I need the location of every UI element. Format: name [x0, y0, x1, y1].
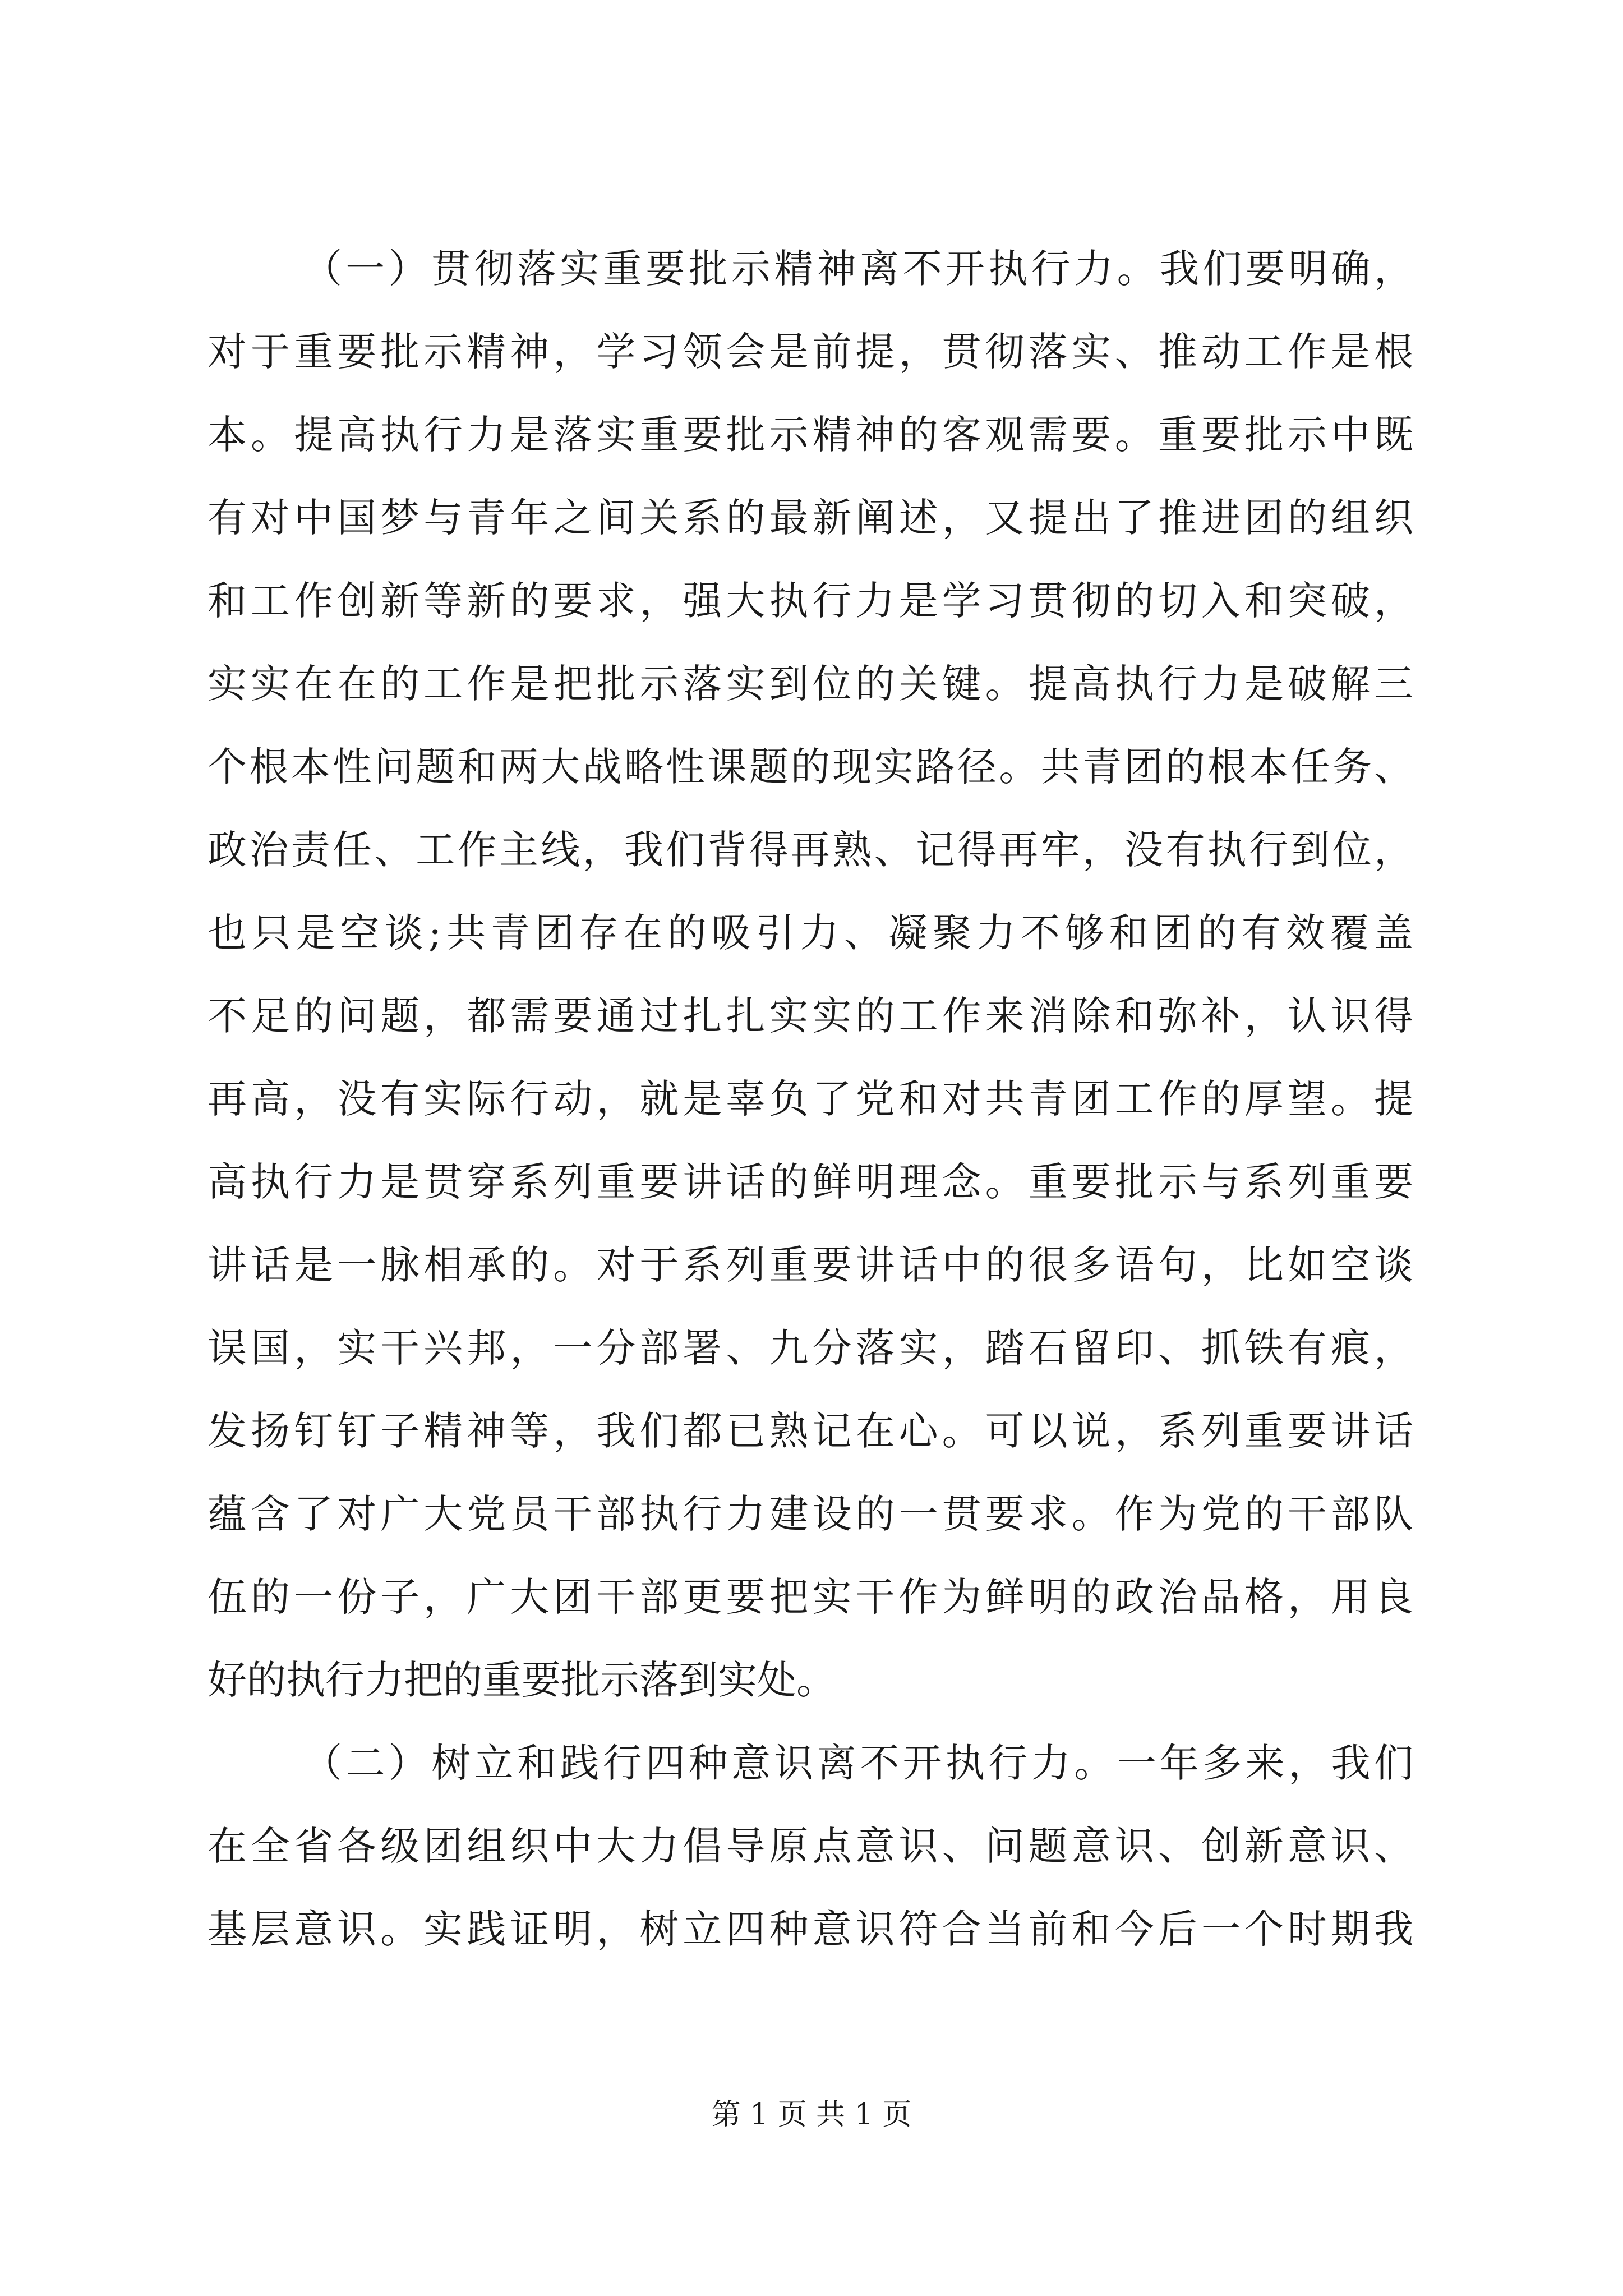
paragraph-1-line-9: 也只是空谈;共青团存在的吸引力、凝聚力不够和团的有效覆盖: [208, 910, 1413, 956]
paragraph-2-line-2: 在全省各级团组织中大力倡导原点意识、问题意识、创新意识、: [208, 1823, 1413, 1869]
page-footer: 第 1 页 共 1 页: [711, 2098, 912, 2132]
paragraph-1-line-14: 误国，实干兴邦，一分部署、九分落实，踏石留印、抓铁有痕，: [208, 1325, 1413, 1371]
paragraph-1-line-12: 高执行力是贯穿系列重要讲话的鲜明理念。重要批示与系列重要: [208, 1159, 1413, 1205]
paragraph-1-line-10: 不足的问题，都需要通过扎扎实实的工作来消除和弥补，认识得: [208, 993, 1413, 1039]
paragraph-1-line-5: 和工作创新等新的要求，强大执行力是学习贯彻的切入和突破，: [208, 578, 1413, 624]
paragraph-1-line-18: 好的执行力把的重要批示落到实处。: [208, 1657, 836, 1703]
paragraph-1-line-8: 政治责任、工作主线，我们背得再熟、记得再牢，没有执行到位，: [208, 827, 1413, 873]
paragraph-1-line-3: 本。提高执行力是落实重要批示精神的客观需要。重要批示中既: [208, 412, 1413, 458]
body-text: [208, 227, 1413, 1971]
paragraph-1-line-11: 再高，没有实际行动，就是辜负了党和对共青团工作的厚望。提: [208, 1076, 1413, 1122]
paragraph-2-line-1: （二）树立和践行四种意识离不开执行力。一年多来，我们: [303, 1740, 1413, 1786]
paragraph-1-line-2: 对于重要批示精神，学习领会是前提，贯彻落实、推动工作是根: [208, 329, 1413, 375]
paragraph-1-line-7: 个根本性问题和两大战略性课题的现实路径。共青团的根本任务、: [208, 744, 1413, 790]
paragraph-1-line-6: 实实在在的工作是把批示落实到位的关键。提高执行力是破解三: [208, 661, 1413, 707]
paragraph-1-line-4: 有对中国梦与青年之间关系的最新阐述，又提出了推进团的组织: [208, 495, 1413, 541]
paragraph-1-line-13: 讲话是一脉相承的。对于系列重要讲话中的很多语句，比如空谈: [208, 1242, 1413, 1288]
paragraph-1-line-1: （一）贯彻落实重要批示精神离不开执行力。我们要明确，: [303, 246, 1413, 292]
paragraph-1-line-15: 发扬钉钉子精神等，我们都已熟记在心。可以说，系列重要讲话: [208, 1408, 1413, 1454]
paragraph-1-line-16: 蕴含了对广大党员干部执行力建设的一贯要求。作为党的干部队: [208, 1491, 1413, 1537]
paragraph-2-line-3: 基层意识。实践证明，树立四种意识符合当前和今后一个时期我: [208, 1906, 1413, 1952]
paragraph-1-line-17: 伍的一份子，广大团干部更要把实干作为鲜明的政治品格，用良: [208, 1574, 1413, 1620]
